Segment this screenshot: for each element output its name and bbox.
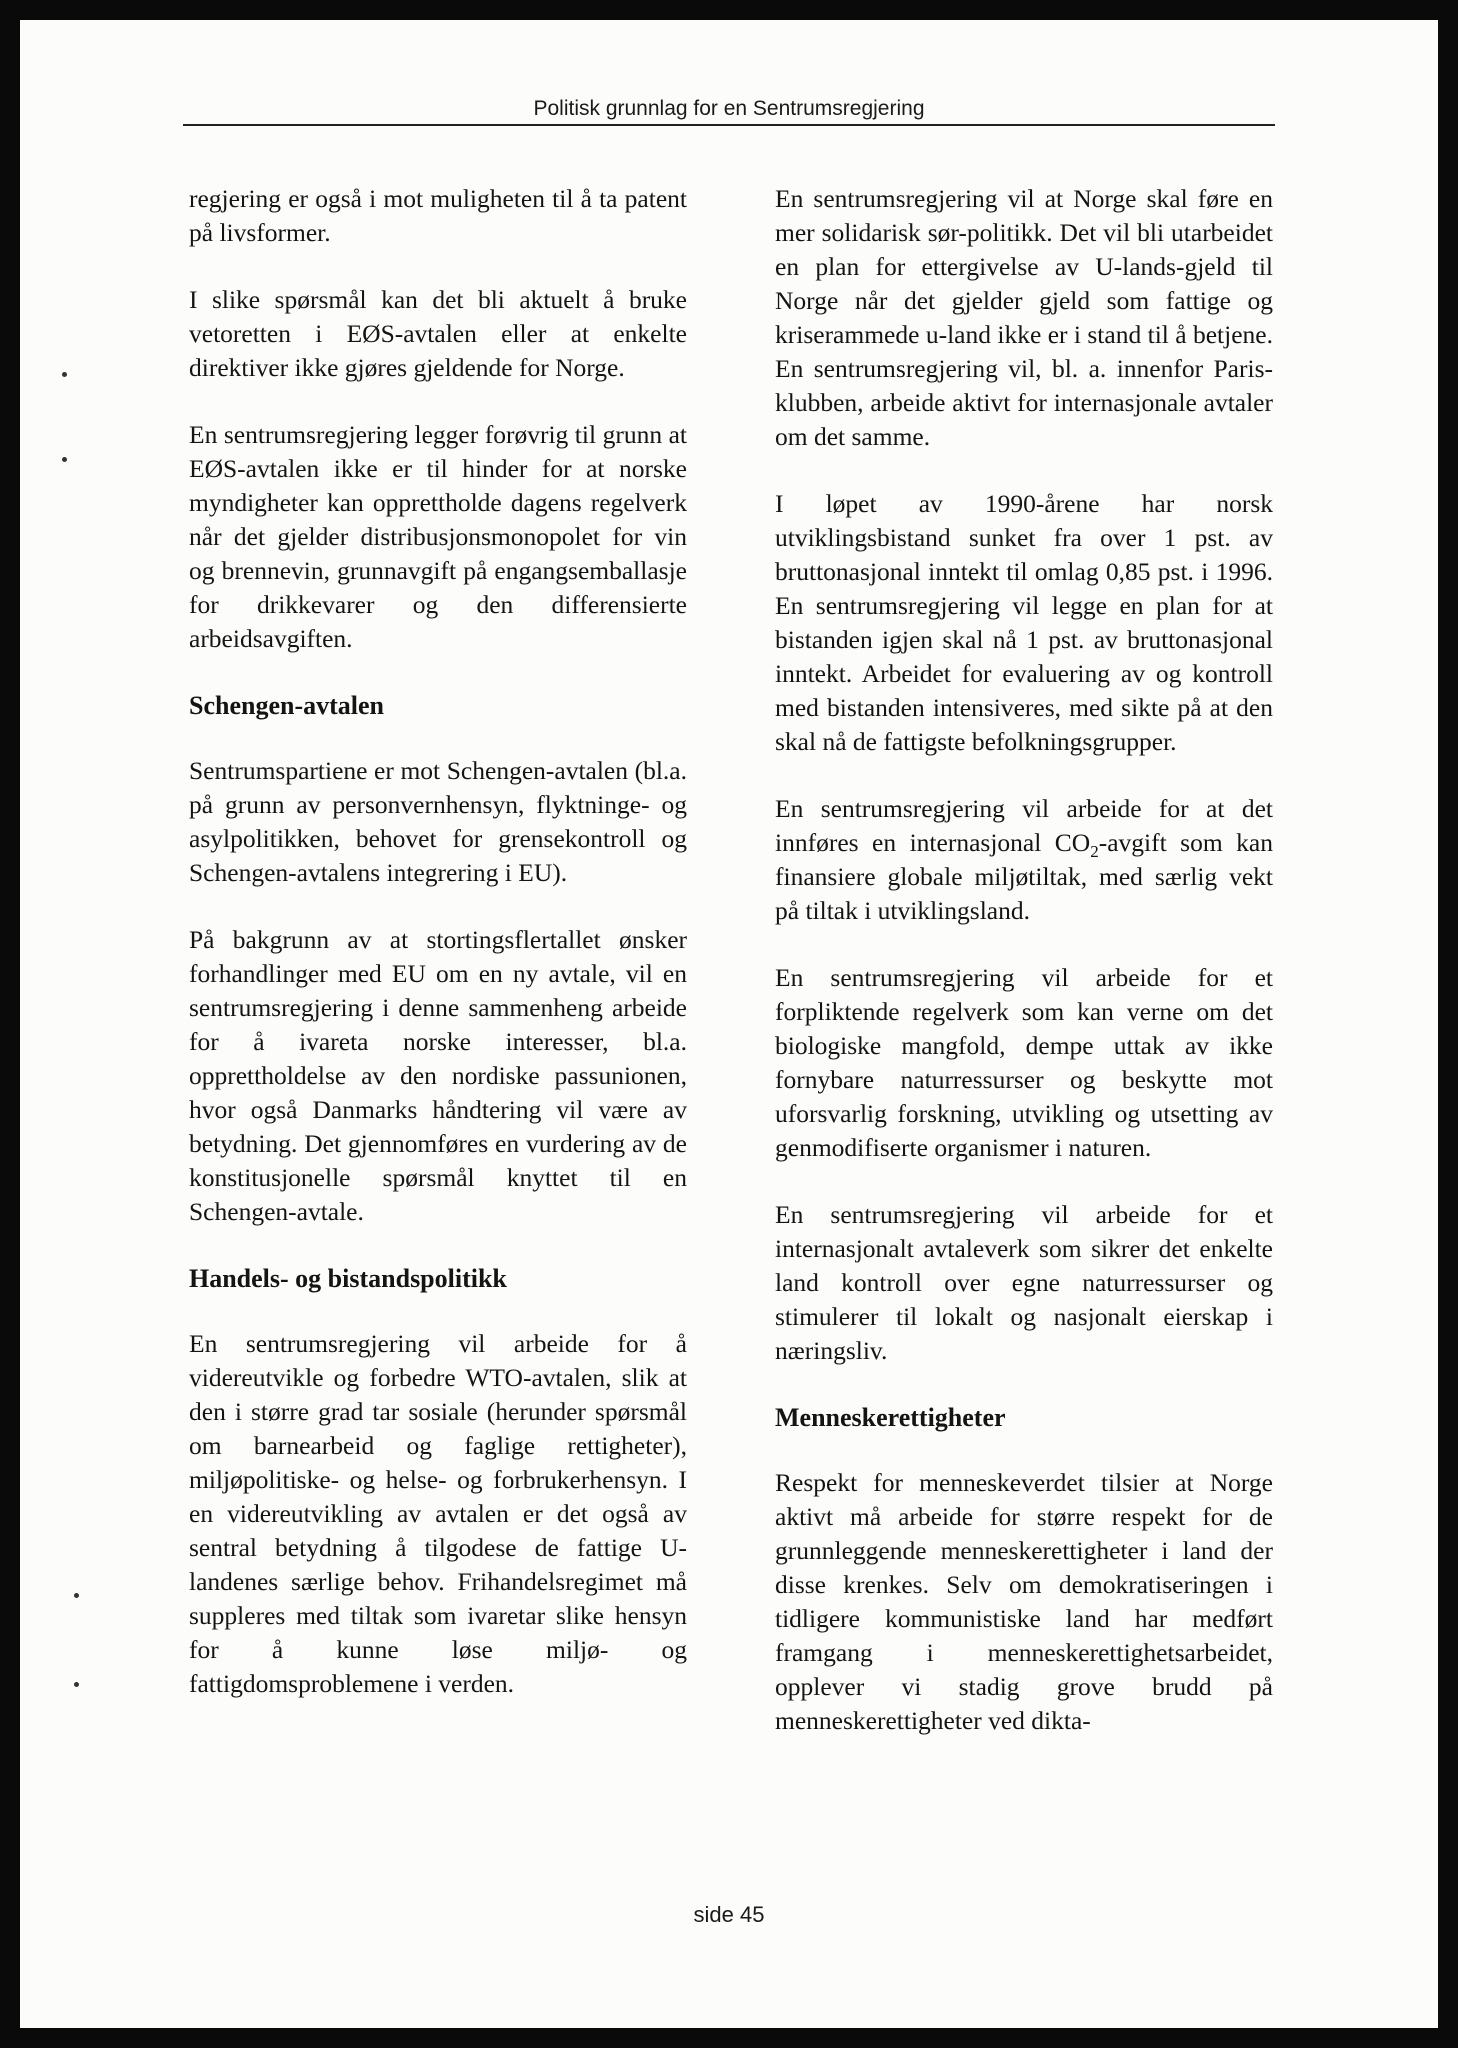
scan-speck	[62, 372, 67, 377]
paragraph-text: -avgift som kan finansiere globale miljøtiltak, med særlig vekt på tiltak i utviklingsland.	[775, 828, 1273, 925]
paragraph: En sentrumsregjering vil arbeide for et forpliktende regelverk som kan verne om det biologiske mangfold, dempe uttak av ikke fornybare naturressurser og beskytte mot uforsvarlig forskning, utvikling og utsetting av genmodifiserte organismer i naturen.	[775, 963, 1273, 1162]
section-heading-schengen: Schengen-avtalen	[189, 691, 384, 720]
right-column	[775, 182, 1273, 1771]
paragraph: Respekt for menneskeverdet tilsier at Norge aktivt må arbeide for større respekt for de grunnleggende menneskerettigheter i land der disse krenkes. Selv om demokratiseringen i tidligere kommunistiske land har medført framgang i menneskerettighetsarbeidet, opplever vi stadig grove brudd på menneskerettigheter ved dikta-	[775, 1468, 1273, 1735]
paragraph: En sentrumsregjering legger forøvrig til grunn at EØS-avtalen ikke er til hinder for at norske myndigheter kan opprettholde dagens regelverk når det gjelder distribusjonsmonopolet for vin og brennevin, grunnavgift på engangsemballasje for drikkevarer og den differensierte arbeidsavgiften.	[189, 420, 687, 653]
section-heading-menneskerettigheter: Menneskerettigheter	[775, 1403, 1006, 1432]
paragraph: Sentrumspartiene er mot Schengen-avtalen (bl.a. på grunn av personvernhensyn, flyktninge- og asylpolitikken, behovet for grensekontroll og Schengen-avtalens integrering i EU).	[189, 756, 687, 887]
paragraph: En sentrumsregjering vil arbeide for et internasjonalt avtaleverk som sikrer det enkelte land kontroll over egne naturressurser og stimulerer til lokalt og nasjonalt eierskap i næringsliv.	[775, 1200, 1273, 1365]
scan-speck	[62, 457, 67, 462]
scan-speck	[74, 1593, 79, 1598]
paragraph: En sentrumsregjering vil at Norge skal føre en mer solidarisk sør-politikk. Det vil bli utarbeidet en plan for ettergivelse av U-lands-gjeld til Norge når det gjelder gjeld som fattige og kriserammede u-land ikke er i stand til å betjene. En sentrumsregjering vil, bl. a. innenfor Paris-klubben, arbeide aktivt for internasjonale avtaler om det samme.	[775, 184, 1273, 451]
paragraph: regjering er også i mot muligheten til å ta patent på livsformer.	[189, 184, 687, 247]
scan-speck	[74, 1682, 79, 1687]
running-header: Politisk grunnlag for en Sentrumsregjering	[183, 96, 1275, 126]
paragraph: På bakgrunn av at stortingsflertallet ønsker forhandlinger med EU om en ny avtale, vil en sentrumsregjering i denne sammenheng arbeide for å ivareta norske interesser, bl.a. opprettholdelse av den nordiske passunionen, hvor også Danmarks håndtering vil være av betydning. Det gjennomføres en vurdering av de konstitusjonelle spørsmål knyttet til en Schengen-avtale.	[189, 925, 687, 1226]
paragraph: I slike spørsmål kan det bli aktuelt å bruke vetoretten i EØS-avtalen eller at enkelte direktiver ikke gjøres gjeldende for Norge.	[189, 285, 687, 382]
left-column	[189, 182, 687, 1734]
section-heading-handel: Handels- og bistandspolitikk	[189, 1264, 507, 1293]
subscript: 2	[1090, 842, 1099, 862]
paragraph: En sentrumsregjering vil arbeide for å videreutvikle og forbedre WTO-avtalen, slik at den i større grad tar sosiale (herunder spørsmål om barnearbeid og faglige rettigheter), miljøpolitiske- og helse- og forbrukerhensyn. I en videreutvikling av avtalen er det også av sentral betydning å tilgodese de fattige U-landenes særlige behov. Frihandelsregimet må suppleres med tiltak som ivaretar slike hensyn for å kunne løse miljø- og fattigdomsproblemene i verden.	[189, 1329, 687, 1698]
paragraph-text: En sentrumsregjering vil arbeide for at det innføres en internasjonal CO	[775, 794, 1273, 857]
paragraph	[775, 792, 1273, 928]
paragraph: I løpet av 1990-årene har norsk utviklingsbistand sunket fra over 1 pst. av bruttonasjonal inntekt til omlag 0,85 pst. i 1996. En sentrumsregjering vil legge en plan for at bistanden igjen skal nå 1 pst. av bruttonasjonal inntekt. Arbeidet for evaluering av og kontroll med bistanden intensiveres, med sikte på at den skal nå de fattigste befolkningsgrupper.	[775, 489, 1273, 756]
page-number: side 45	[693, 1902, 765, 1927]
document-page	[20, 20, 1438, 2028]
